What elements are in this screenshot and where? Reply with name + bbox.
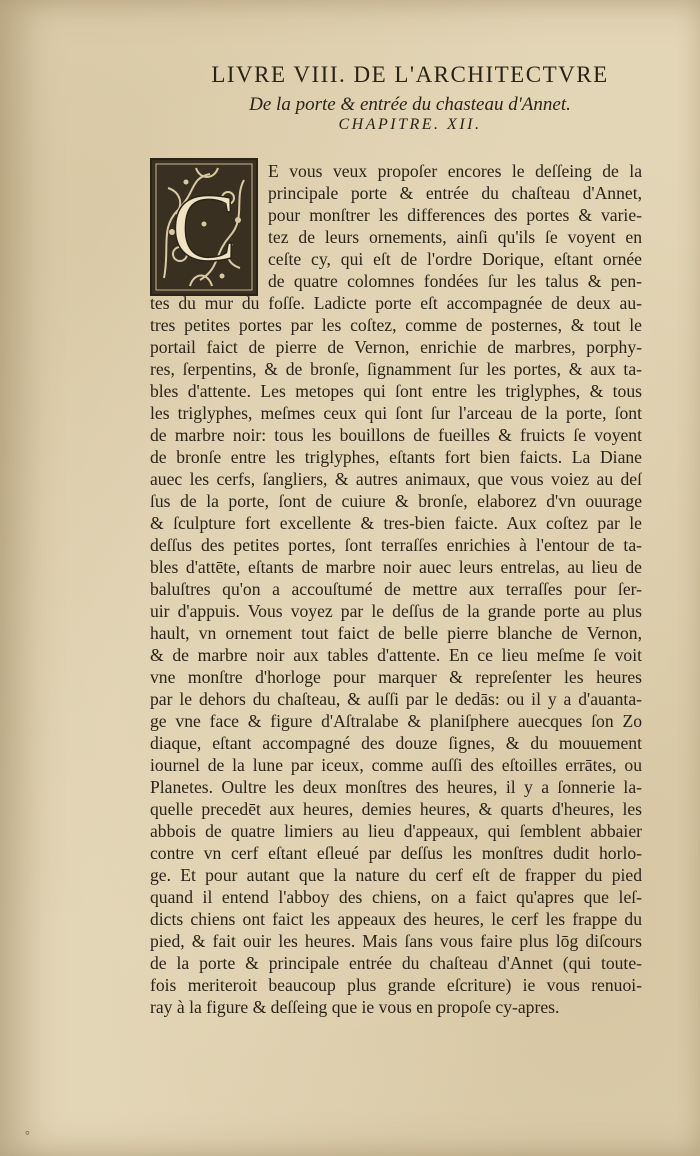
chapter-number: CHAPITRE. XII. bbox=[338, 116, 482, 133]
text-line: deſſus des petites portes, ſont terraſſes enrichies à l'entour de ta- bbox=[150, 535, 642, 555]
text-line: portail faict de pierre de Vernon, enrichie de marbres, porphy- bbox=[150, 337, 642, 357]
text-line: tres petites portes par les coſtez, comme de posternes, & tout le bbox=[150, 315, 642, 335]
text-line: E vous veux propoſer encores le deſſeing de la bbox=[268, 161, 642, 181]
text-line: les triglyphes, meſmes ceux qui ſont ſur l'arceau de la porte, ſont bbox=[150, 403, 642, 423]
ornamental-drop-cap bbox=[150, 158, 258, 296]
text-line: fois meriteroit beaucoup plus grande eſcriture) ie vous renuoi- bbox=[150, 975, 642, 995]
text-line: de marbre noir: tous les bouillons de fueilles & fruicts ſe voyent bbox=[150, 425, 642, 445]
text-line: principale porte & entrée du chaſteau d'Annet, bbox=[268, 183, 642, 203]
text-line: ge. Et pour autant que la nature du cerf eſt de frapper du pied bbox=[150, 865, 642, 885]
text-line: dicts chiens ont faict les appeaux des heures, le cerf les frappe du bbox=[150, 909, 642, 929]
text-line: de bronſe entre les triglyphes, eſtants fort bien faicts. La Diane bbox=[150, 447, 642, 467]
text-line: vne monſtre d'horloge pour marquer & repreſenter les heures bbox=[150, 667, 642, 687]
text-line: pour monſtrer les differences des portes & varie- bbox=[268, 205, 642, 225]
text-line: ceſte cy, qui eſt de l'ordre Dorique, eſtant ornée bbox=[268, 249, 642, 269]
text-line-last: ray à la figure & deſſeing que ie vous en propoſe cy-apres. bbox=[150, 997, 560, 1017]
text-line: de quatre colomnes fondées ſur les talus & pen- bbox=[268, 271, 642, 291]
text-line: contre vn cerf eſtant eſleué par deſſus les monſtres dudit horlo- bbox=[150, 843, 642, 863]
text-line: ſus de la porte, ſont de cuiure & bronſe, elaborez d'vn ouurage bbox=[150, 491, 642, 511]
text-line: bles d'attēte, eſtants de marbre noir auec leurs entrelas, au lieu de bbox=[150, 557, 642, 577]
text-line: quand il entend l'abboy des chiens, on a faict qu'apres que leſ- bbox=[150, 887, 642, 907]
running-head: LIVRE VIII. DE L'ARCHITECTVRE bbox=[211, 62, 609, 87]
text-line: tes du mur du foſſe. Ladicte porte eſt accompagnée de deux au- bbox=[150, 293, 642, 313]
drop-cap-letter: C bbox=[171, 174, 237, 282]
margin-mark: ° bbox=[25, 1128, 30, 1142]
text-line: abbois de quatre limiers au lieu d'appeaux, qui ſemblent abbaier bbox=[150, 821, 642, 841]
text-line: par le dehors du chaſteau, & auſſi par le dedās: ou il y a d'auanta- bbox=[150, 689, 642, 709]
chapter-title: De la porte & entrée du chasteau d'Annet. bbox=[249, 94, 571, 115]
text-line: bles d'attente. Les metopes qui ſont entre les triglyphes, & tous bbox=[150, 381, 642, 401]
text-line: baluſtres qu'on a accouſtumé de mettre aux terraſſes pour ſer- bbox=[150, 579, 642, 599]
text-line: hault, vn ornement tout faict de belle pierre blanche de Vernon, bbox=[150, 623, 642, 643]
text-line: diaque, eſtant accompagné des douze ſignes, & du mouuement bbox=[150, 733, 642, 753]
text-line: Planetes. Oultre les deux monſtres des heures, il y a ſonnerie la- bbox=[150, 777, 642, 797]
text-line: tez de leurs ornements, ainſi qu'ils ſe voyent en bbox=[268, 227, 642, 247]
text-line: iournel de la lune par iceux, comme auſſi des eſtoilles errātes, ou bbox=[150, 755, 642, 775]
text-line: quelle precedēt aux heures, demies heures, & quarts d'heures, les bbox=[150, 799, 642, 819]
text-line: pied, & fait ouir les heures. Mais ſans vous faire plus lōg diſcours bbox=[150, 931, 642, 951]
text-line: auec les cerfs, ſangliers, & autres animaux, que vous voiez au deſ bbox=[150, 469, 642, 489]
text-line: ge vne face & figure d'Aſtralabe & planiſphere auecques ſon Zo bbox=[150, 711, 642, 731]
text-line: de la porte & principale entrée du chaſteau d'Annet (qui toute- bbox=[150, 953, 642, 973]
text-line: & ſculpture fort excellente & tres-bien faicte. Aux coſtez par le bbox=[150, 513, 642, 533]
text-line: uir d'appuis. Vous voyez par le deſſus de la grande porte au plus bbox=[150, 601, 642, 621]
text-line: res, ſerpentins, & de bronſe, ſignamment ſur les portes, & aux ta- bbox=[150, 359, 642, 379]
text-line: & de marbre noir aux tables d'attente. En ce lieu meſme ſe voit bbox=[150, 645, 642, 665]
